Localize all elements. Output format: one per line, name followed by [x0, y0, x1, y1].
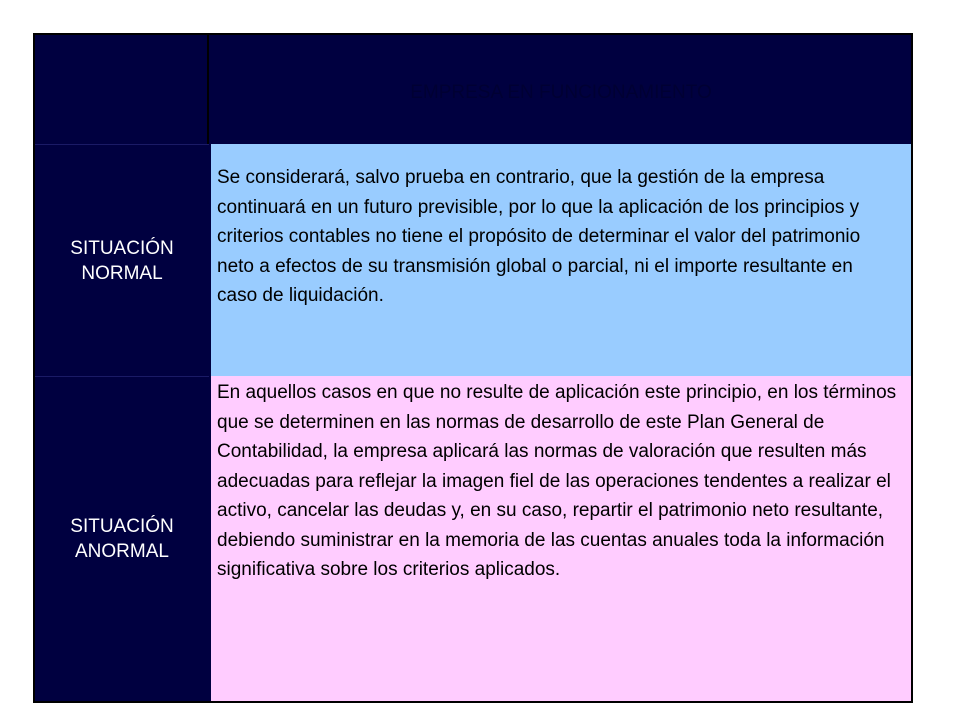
principle-table [33, 33, 913, 703]
row-label-anormal [35, 376, 209, 701]
header-empty-cell [35, 35, 209, 144]
row-label-normal [35, 144, 209, 376]
row-text-normal: Se considerará, salvo prueba en contrario, que la gestión de la empresa continuará en un futuro previsible, por lo que la aplicación de los principios y criterios contables no tiene el propósito de determinar el valor del patrimonio neto a efectos de su transmisión global o parcial, ni el importe resultante en caso de liquidación. [211, 144, 911, 376]
row-label-line: NORMAL [81, 262, 163, 284]
table-row-anormal [35, 376, 911, 701]
table-row-normal [35, 144, 911, 376]
table-header-row [35, 35, 911, 144]
table-title: EMPRESA EN FUNCIONAMIENTO [410, 81, 712, 103]
row-label-line: SITUACIÓN [70, 516, 174, 537]
row-label-line: ANORMAL [75, 541, 169, 562]
row-text-anormal: En aquellos casos en que no resulte de aplicación este principio, en los términos que se determinen en las normas de desarrollo de este Plan General de Contabilidad, la empresa aplicará las normas de valoración que resulten más adecuadas para reflejar la imagen fiel de las operaciones tendentes a realizar el activo, cancelar las deudas y, en su caso, repartir el patrimonio neto resultante, debiendo suministrar en la memoria de las cuentas anuales toda la información significativa sobre los criterios aplicados. [211, 376, 911, 701]
row-label-line: SITUACIÓN [70, 237, 174, 259]
